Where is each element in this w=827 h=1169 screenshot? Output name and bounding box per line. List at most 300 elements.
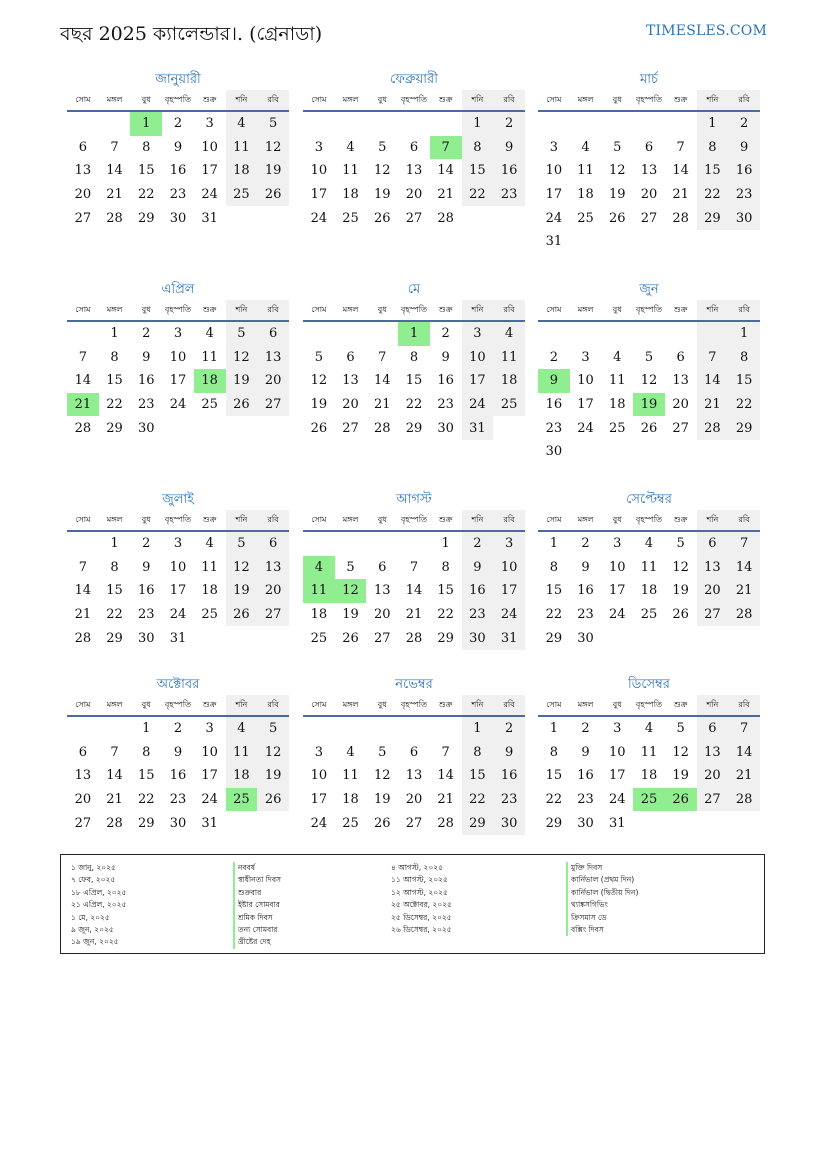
- day-cell[interactable]: 6: [78, 744, 87, 760]
- day-cell[interactable]: 11: [201, 559, 218, 575]
- day-cell[interactable]: 30: [493, 811, 525, 835]
- day-cell[interactable]: 13: [405, 163, 423, 179]
- day-cell[interactable]: 29: [545, 630, 563, 646]
- day-cell[interactable]: 6: [409, 139, 419, 155]
- day-cell[interactable]: 2: [441, 326, 450, 342]
- day-cell[interactable]: 27: [342, 420, 359, 436]
- day-cell[interactable]: 1: [462, 111, 494, 136]
- day-cell[interactable]: 9: [462, 556, 494, 580]
- day-cell[interactable]: 2: [173, 721, 183, 737]
- day-cell[interactable]: 2: [142, 326, 151, 342]
- day-cell[interactable]: 12: [257, 136, 289, 160]
- day-cell[interactable]: 26: [342, 630, 359, 646]
- day-cell[interactable]: 15: [106, 373, 123, 389]
- day-cell[interactable]: 18: [640, 583, 658, 599]
- day-cell[interactable]: 28: [672, 210, 689, 226]
- day-cell[interactable]: 24: [201, 792, 218, 808]
- day-cell[interactable]: 10: [462, 346, 494, 370]
- day-cell[interactable]: 23: [728, 183, 760, 207]
- day-cell[interactable]: 29: [545, 815, 563, 831]
- day-cell[interactable]: 7: [697, 346, 729, 370]
- day-cell[interactable]: 23: [493, 788, 525, 812]
- day-cell[interactable]: 2: [549, 349, 558, 365]
- day-cell[interactable]: 9: [728, 136, 760, 160]
- day-cell[interactable]: 19: [672, 583, 689, 599]
- day-cell[interactable]: 12: [226, 556, 258, 580]
- day-cell[interactable]: 30: [137, 420, 155, 436]
- day-cell[interactable]: 25: [226, 183, 258, 207]
- day-cell[interactable]: 31: [608, 815, 626, 831]
- day-cell[interactable]: 21: [697, 393, 729, 417]
- day-cell[interactable]: 20: [342, 397, 359, 413]
- day-cell[interactable]: 23: [137, 607, 155, 623]
- day-cell[interactable]: 10: [608, 744, 626, 760]
- day-cell[interactable]: 27: [697, 788, 729, 812]
- day-cell[interactable]: 14: [728, 741, 760, 765]
- day-cell[interactable]: 19: [257, 159, 289, 183]
- day-cell[interactable]: 27: [257, 393, 289, 417]
- day-cell[interactable]: 4: [205, 536, 214, 552]
- day-cell[interactable]: 3: [493, 531, 525, 556]
- day-cell[interactable]: 14: [74, 583, 92, 599]
- day-cell[interactable]: 15: [728, 369, 760, 393]
- day-cell[interactable]: 22: [137, 187, 155, 203]
- day-cell[interactable]: 2: [142, 536, 151, 552]
- day-cell[interactable]: 3: [462, 321, 494, 346]
- day-cell[interactable]: 22: [545, 792, 563, 808]
- day-cell[interactable]: 3: [173, 326, 183, 342]
- day-cell[interactable]: 17: [169, 583, 187, 599]
- day-cell[interactable]: 19: [226, 579, 258, 603]
- day-cell[interactable]: 16: [169, 768, 187, 784]
- day-cell[interactable]: 16: [577, 583, 594, 599]
- day-cell[interactable]: 26: [257, 788, 289, 812]
- day-cell[interactable]: 19: [342, 607, 359, 623]
- day-cell[interactable]: 31: [201, 210, 218, 226]
- day-cell[interactable]: 13: [697, 741, 729, 765]
- day-cell[interactable]: 22: [437, 607, 454, 623]
- day-cell[interactable]: 27: [74, 210, 92, 226]
- day-cell[interactable]: 14: [697, 369, 729, 393]
- day-cell[interactable]: 26: [608, 210, 626, 226]
- day-cell[interactable]: 22: [462, 183, 494, 207]
- day-cell[interactable]: 25: [342, 210, 359, 226]
- day-cell[interactable]: 27: [405, 210, 423, 226]
- day-cell[interactable]: 11: [201, 349, 218, 365]
- day-cell[interactable]: 11: [493, 346, 525, 370]
- day-cell[interactable]: 8: [110, 559, 119, 575]
- day-cell[interactable]: 25: [310, 630, 328, 646]
- day-cell[interactable]: 22: [106, 397, 123, 413]
- day-cell[interactable]: 11: [640, 559, 658, 575]
- day-cell[interactable]: 5: [257, 111, 289, 136]
- day-cell[interactable]: 6: [697, 716, 729, 741]
- day-cell[interactable]: 17: [462, 369, 494, 393]
- day-cell[interactable]: 29: [437, 630, 454, 646]
- day-cell[interactable]: 25: [493, 393, 525, 417]
- day-cell[interactable]: 19: [226, 369, 258, 393]
- day-cell[interactable]: 3: [173, 536, 183, 552]
- day-cell[interactable]: 4: [581, 139, 590, 155]
- day-cell[interactable]: 14: [106, 163, 123, 179]
- day-cell[interactable]: 8: [441, 559, 450, 575]
- day-cell[interactable]: 24: [577, 420, 594, 436]
- day-cell[interactable]: 11: [342, 768, 359, 784]
- day-cell[interactable]: 7: [430, 136, 462, 160]
- day-cell[interactable]: 27: [74, 815, 92, 831]
- day-cell[interactable]: 17: [545, 187, 563, 203]
- day-cell[interactable]: 21: [373, 397, 391, 413]
- day-cell[interactable]: 30: [462, 626, 494, 650]
- day-cell[interactable]: 8: [142, 744, 151, 760]
- day-cell[interactable]: 14: [672, 163, 689, 179]
- day-cell[interactable]: 13: [74, 768, 92, 784]
- day-cell[interactable]: 4: [346, 139, 355, 155]
- day-cell[interactable]: 23: [137, 397, 155, 413]
- day-cell[interactable]: 5: [676, 721, 685, 737]
- day-cell[interactable]: 23: [462, 603, 494, 627]
- day-cell[interactable]: 9: [441, 349, 450, 365]
- day-cell[interactable]: 1: [697, 111, 729, 136]
- day-cell[interactable]: 12: [310, 373, 328, 389]
- day-cell[interactable]: 27: [697, 603, 729, 627]
- day-cell[interactable]: 8: [462, 136, 494, 160]
- day-cell[interactable]: 23: [437, 397, 454, 413]
- day-cell[interactable]: 4: [346, 744, 355, 760]
- day-cell[interactable]: 7: [110, 139, 119, 155]
- day-cell[interactable]: 18: [201, 583, 218, 599]
- day-cell[interactable]: 5: [644, 349, 654, 365]
- day-cell[interactable]: 12: [226, 346, 258, 370]
- day-cell[interactable]: 11: [577, 163, 594, 179]
- day-cell[interactable]: 2: [581, 721, 590, 737]
- day-cell[interactable]: 10: [493, 556, 525, 580]
- day-cell[interactable]: 26: [665, 788, 697, 812]
- day-cell[interactable]: 20: [257, 579, 289, 603]
- day-cell[interactable]: 21: [106, 792, 123, 808]
- day-cell[interactable]: 4: [226, 716, 258, 741]
- day-cell[interactable]: 9: [538, 369, 570, 393]
- day-cell[interactable]: 24: [493, 603, 525, 627]
- day-cell[interactable]: 8: [142, 139, 151, 155]
- day-cell[interactable]: 20: [640, 187, 658, 203]
- day-cell[interactable]: 17: [310, 792, 328, 808]
- day-cell[interactable]: 27: [672, 420, 689, 436]
- day-cell[interactable]: 24: [201, 187, 218, 203]
- day-cell[interactable]: 10: [169, 349, 187, 365]
- day-cell[interactable]: 30: [437, 420, 454, 436]
- day-cell[interactable]: 15: [437, 583, 454, 599]
- day-cell[interactable]: 6: [676, 349, 685, 365]
- day-cell[interactable]: 6: [409, 744, 419, 760]
- day-cell[interactable]: 19: [608, 187, 626, 203]
- day-cell[interactable]: 10: [201, 744, 218, 760]
- day-cell[interactable]: 31: [545, 234, 563, 250]
- day-cell[interactable]: 20: [257, 369, 289, 393]
- day-cell[interactable]: 4: [303, 556, 335, 580]
- day-cell[interactable]: 25: [201, 607, 218, 623]
- day-cell[interactable]: 9: [581, 559, 590, 575]
- day-cell[interactable]: 29: [697, 206, 729, 230]
- day-cell[interactable]: 29: [106, 630, 123, 646]
- day-cell[interactable]: 12: [608, 163, 626, 179]
- day-cell[interactable]: 5: [346, 559, 355, 575]
- day-cell[interactable]: 16: [728, 159, 760, 183]
- day-cell[interactable]: 24: [545, 210, 563, 226]
- day-cell[interactable]: 23: [545, 420, 563, 436]
- day-cell[interactable]: 1: [728, 321, 760, 346]
- day-cell[interactable]: 9: [493, 741, 525, 765]
- day-cell[interactable]: 12: [672, 744, 689, 760]
- day-cell[interactable]: 27: [373, 630, 391, 646]
- day-cell[interactable]: 8: [549, 559, 558, 575]
- day-cell[interactable]: 23: [169, 792, 187, 808]
- day-cell[interactable]: 3: [205, 116, 214, 132]
- day-cell[interactable]: 24: [310, 210, 328, 226]
- day-cell[interactable]: 13: [697, 556, 729, 580]
- day-cell[interactable]: 7: [728, 716, 760, 741]
- day-cell[interactable]: 20: [74, 792, 92, 808]
- day-cell[interactable]: 16: [137, 583, 155, 599]
- day-cell[interactable]: 27: [640, 210, 658, 226]
- day-cell[interactable]: 16: [137, 373, 155, 389]
- day-cell[interactable]: 23: [169, 187, 187, 203]
- day-cell[interactable]: 13: [640, 163, 658, 179]
- day-cell[interactable]: 8: [462, 741, 494, 765]
- day-cell[interactable]: 25: [342, 815, 359, 831]
- day-cell[interactable]: 5: [314, 349, 323, 365]
- day-cell[interactable]: 28: [728, 788, 760, 812]
- day-cell[interactable]: 19: [373, 792, 391, 808]
- day-cell[interactable]: 24: [608, 792, 626, 808]
- day-cell[interactable]: 28: [405, 630, 423, 646]
- day-cell[interactable]: 30: [728, 206, 760, 230]
- day-cell[interactable]: 26: [373, 815, 391, 831]
- day-cell[interactable]: 16: [493, 764, 525, 788]
- day-cell[interactable]: 5: [378, 744, 387, 760]
- day-cell[interactable]: 26: [226, 393, 258, 417]
- day-cell[interactable]: 3: [613, 536, 622, 552]
- day-cell[interactable]: 16: [437, 373, 454, 389]
- day-cell[interactable]: 1: [549, 536, 558, 552]
- day-cell[interactable]: 23: [493, 183, 525, 207]
- day-cell[interactable]: 10: [201, 139, 218, 155]
- day-cell[interactable]: 21: [74, 607, 92, 623]
- day-cell[interactable]: 28: [373, 420, 391, 436]
- day-cell[interactable]: 20: [405, 792, 423, 808]
- day-cell[interactable]: 26: [373, 210, 391, 226]
- day-cell[interactable]: 6: [346, 349, 355, 365]
- day-cell[interactable]: 17: [493, 579, 525, 603]
- day-cell[interactable]: 14: [437, 768, 454, 784]
- day-cell[interactable]: 15: [697, 159, 729, 183]
- day-cell[interactable]: 20: [697, 764, 729, 788]
- day-cell[interactable]: 26: [310, 420, 328, 436]
- day-cell[interactable]: 16: [493, 159, 525, 183]
- day-cell[interactable]: 27: [257, 603, 289, 627]
- day-cell[interactable]: 25: [577, 210, 594, 226]
- day-cell[interactable]: 3: [581, 349, 590, 365]
- day-cell[interactable]: 31: [169, 630, 187, 646]
- day-cell[interactable]: 15: [137, 163, 155, 179]
- day-cell[interactable]: 12: [373, 163, 391, 179]
- day-cell[interactable]: 11: [226, 741, 258, 765]
- day-cell[interactable]: 13: [74, 163, 92, 179]
- day-cell[interactable]: 16: [545, 397, 563, 413]
- day-cell[interactable]: 26: [257, 183, 289, 207]
- day-cell[interactable]: 2: [462, 531, 494, 556]
- day-cell[interactable]: 25: [633, 788, 665, 812]
- day-cell[interactable]: 2: [173, 116, 183, 132]
- day-cell[interactable]: 18: [577, 187, 594, 203]
- day-cell[interactable]: 7: [441, 744, 450, 760]
- day-cell[interactable]: 2: [493, 716, 525, 741]
- day-cell[interactable]: 6: [257, 321, 289, 346]
- day-cell[interactable]: 7: [728, 531, 760, 556]
- day-cell[interactable]: 24: [169, 397, 187, 413]
- day-cell[interactable]: 29: [462, 811, 494, 835]
- day-cell[interactable]: 31: [462, 416, 494, 440]
- day-cell[interactable]: 14: [437, 163, 454, 179]
- day-cell[interactable]: 24: [169, 607, 187, 623]
- day-cell[interactable]: 22: [545, 607, 563, 623]
- day-cell[interactable]: 29: [137, 210, 155, 226]
- day-cell[interactable]: 18: [310, 607, 328, 623]
- day-cell[interactable]: 19: [373, 187, 391, 203]
- day-cell[interactable]: 4: [205, 326, 214, 342]
- day-cell[interactable]: 21: [67, 393, 99, 417]
- day-cell[interactable]: 20: [405, 187, 423, 203]
- site-logo[interactable]: TIMESLES.COM: [646, 23, 767, 39]
- day-cell[interactable]: 20: [74, 187, 92, 203]
- day-cell[interactable]: 28: [437, 815, 454, 831]
- day-cell[interactable]: 24: [462, 393, 494, 417]
- day-cell[interactable]: 12: [373, 768, 391, 784]
- day-cell[interactable]: 22: [106, 607, 123, 623]
- day-cell[interactable]: 7: [409, 559, 419, 575]
- day-cell[interactable]: 29: [137, 815, 155, 831]
- day-cell[interactable]: 3: [205, 721, 214, 737]
- day-cell[interactable]: 7: [78, 559, 87, 575]
- day-cell[interactable]: 31: [493, 626, 525, 650]
- day-cell[interactable]: 16: [462, 579, 494, 603]
- day-cell[interactable]: 14: [74, 373, 92, 389]
- day-cell[interactable]: 18: [342, 792, 359, 808]
- day-cell[interactable]: 31: [201, 815, 218, 831]
- day-cell[interactable]: 19: [257, 764, 289, 788]
- day-cell[interactable]: 15: [462, 159, 494, 183]
- day-cell[interactable]: 2: [728, 111, 760, 136]
- day-cell[interactable]: 29: [405, 420, 423, 436]
- day-cell[interactable]: 30: [137, 630, 155, 646]
- day-cell[interactable]: 3: [613, 721, 622, 737]
- day-cell[interactable]: 22: [697, 183, 729, 207]
- day-cell[interactable]: 1: [130, 111, 162, 136]
- day-cell[interactable]: 7: [676, 139, 685, 155]
- day-cell[interactable]: 23: [577, 607, 594, 623]
- day-cell[interactable]: 30: [169, 815, 187, 831]
- day-cell[interactable]: 10: [310, 163, 328, 179]
- day-cell[interactable]: 13: [257, 346, 289, 370]
- day-cell[interactable]: 10: [545, 163, 563, 179]
- day-cell[interactable]: 7: [78, 349, 87, 365]
- day-cell[interactable]: 22: [462, 788, 494, 812]
- day-cell[interactable]: 11: [303, 579, 335, 603]
- day-cell[interactable]: 3: [549, 139, 558, 155]
- day-cell[interactable]: 26: [640, 420, 658, 436]
- day-cell[interactable]: 14: [106, 768, 123, 784]
- day-cell[interactable]: 25: [640, 607, 658, 623]
- day-cell[interactable]: 10: [310, 768, 328, 784]
- day-cell[interactable]: 29: [728, 416, 760, 440]
- day-cell[interactable]: 1: [142, 721, 151, 737]
- day-cell[interactable]: 21: [405, 607, 423, 623]
- day-cell[interactable]: 21: [672, 187, 689, 203]
- day-cell[interactable]: 9: [173, 744, 183, 760]
- day-cell[interactable]: 6: [697, 531, 729, 556]
- day-cell[interactable]: 8: [697, 136, 729, 160]
- day-cell[interactable]: 18: [608, 397, 626, 413]
- day-cell[interactable]: 25: [201, 397, 218, 413]
- day-cell[interactable]: 28: [106, 210, 123, 226]
- day-cell[interactable]: 21: [437, 187, 454, 203]
- day-cell[interactable]: 8: [110, 349, 119, 365]
- day-cell[interactable]: 23: [577, 792, 594, 808]
- day-cell[interactable]: 17: [577, 397, 594, 413]
- day-cell[interactable]: 3: [314, 744, 323, 760]
- day-cell[interactable]: 6: [378, 559, 387, 575]
- day-cell[interactable]: 15: [137, 768, 155, 784]
- day-cell[interactable]: 24: [310, 815, 328, 831]
- day-cell[interactable]: 12: [257, 741, 289, 765]
- day-cell[interactable]: 1: [462, 716, 494, 741]
- day-cell[interactable]: 1: [441, 536, 450, 552]
- day-cell[interactable]: 1: [110, 326, 119, 342]
- day-cell[interactable]: 14: [373, 373, 391, 389]
- day-cell[interactable]: 7: [378, 349, 387, 365]
- day-cell[interactable]: 18: [226, 764, 258, 788]
- day-cell[interactable]: 17: [169, 373, 187, 389]
- day-cell[interactable]: 10: [169, 559, 187, 575]
- day-cell[interactable]: 24: [608, 607, 626, 623]
- day-cell[interactable]: 8: [549, 744, 558, 760]
- day-cell[interactable]: 30: [577, 630, 594, 646]
- day-cell[interactable]: 28: [437, 210, 454, 226]
- day-cell[interactable]: 12: [335, 579, 367, 603]
- day-cell[interactable]: 19: [633, 393, 665, 417]
- day-cell[interactable]: 5: [676, 536, 685, 552]
- day-cell[interactable]: 17: [201, 768, 218, 784]
- day-cell[interactable]: 4: [644, 721, 654, 737]
- day-cell[interactable]: 2: [581, 536, 590, 552]
- day-cell[interactable]: 18: [640, 768, 658, 784]
- day-cell[interactable]: 17: [310, 187, 328, 203]
- day-cell[interactable]: 1: [549, 721, 558, 737]
- day-cell[interactable]: 22: [137, 792, 155, 808]
- day-cell[interactable]: 10: [608, 559, 626, 575]
- day-cell[interactable]: 3: [314, 139, 323, 155]
- day-cell[interactable]: 11: [226, 136, 258, 160]
- day-cell[interactable]: 6: [78, 139, 87, 155]
- day-cell[interactable]: 2: [493, 111, 525, 136]
- day-cell[interactable]: 10: [577, 373, 594, 389]
- day-cell[interactable]: 22: [405, 397, 423, 413]
- day-cell[interactable]: 9: [142, 559, 151, 575]
- day-cell[interactable]: 13: [373, 583, 391, 599]
- day-cell[interactable]: 4: [493, 321, 525, 346]
- day-cell[interactable]: 15: [106, 583, 123, 599]
- day-cell[interactable]: 12: [640, 373, 658, 389]
